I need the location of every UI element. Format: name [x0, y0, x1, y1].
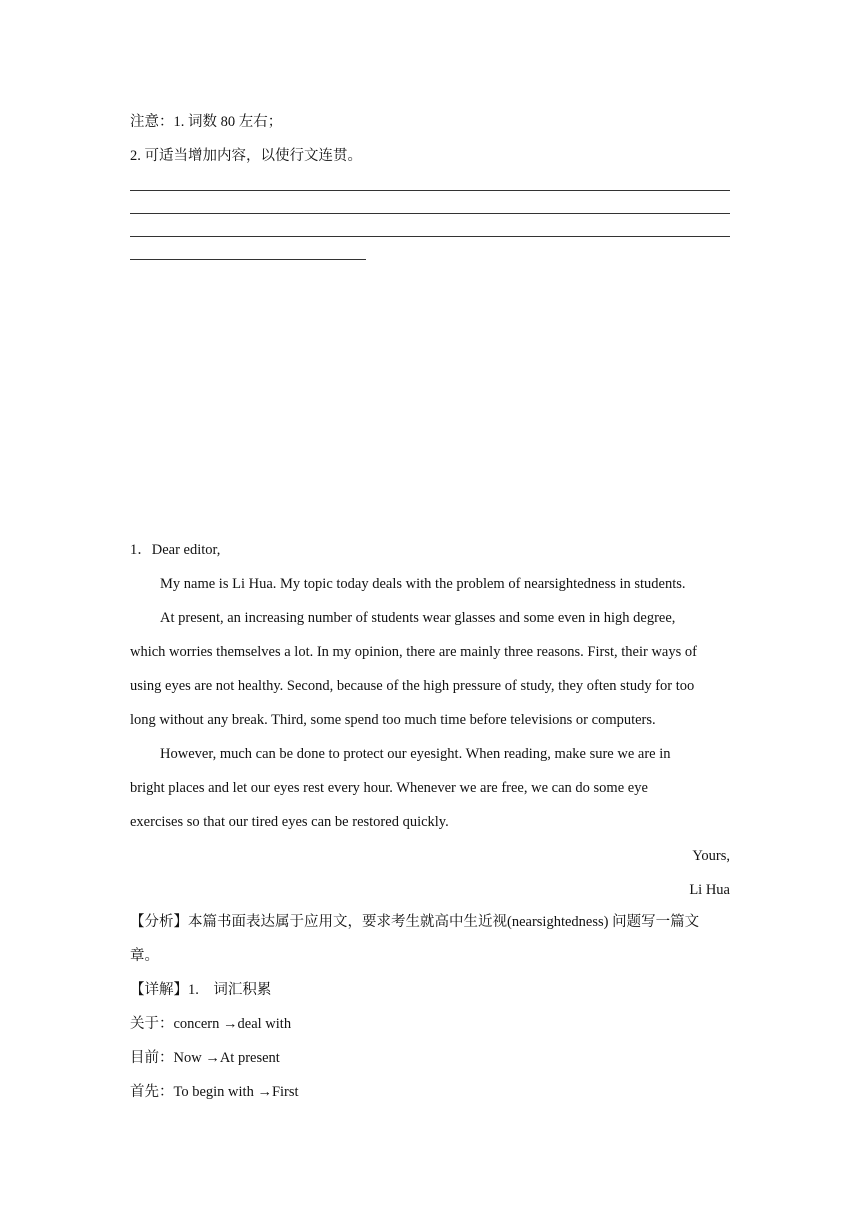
- answer-blank-line-2: [130, 213, 730, 214]
- letter-paragraph-2-line-4: long without any break. Third, some spend too much time before televisions or computers.: [130, 712, 656, 728]
- letter-greeting: 1．Dear editor,: [130, 542, 221, 558]
- note-line-2: 2. 可适当增加内容，以使行文连贯。: [130, 148, 362, 164]
- letter-paragraph-2-line-2: which worries themselves a lot. In my opinion, there are mainly three reasons. First, their ways of: [130, 644, 697, 660]
- letter-paragraph-3-line-2: bright places and let our eyes rest every hour. Whenever we are free, we can do some eye: [130, 780, 648, 796]
- letter-paragraph-2-line-1: At present, an increasing number of students wear glasses and some even in high degree,: [160, 610, 676, 626]
- letter-signature: Li Hua: [689, 882, 730, 898]
- letter-paragraph-3-line-1: However, much can be done to protect our eyesight. When reading, make sure we are in: [160, 746, 671, 762]
- analysis-line-1: 【分析】本篇书面表达属于应用文，要求考生就高中生近视(nearsightedness) 问题写一篇文: [130, 914, 700, 930]
- letter-paragraph-2-line-3: using eyes are not healthy. Second, because of the high pressure of study, they often study for too: [130, 678, 695, 694]
- note-line-1: 注意：1. 词数 80 左右；: [130, 114, 283, 130]
- vocab-item: 首先：To begin with →First: [130, 1084, 299, 1100]
- letter-paragraph-1: My name is Li Hua. My topic today deals with the problem of nearsightedness in students.: [160, 576, 686, 592]
- detail-heading: 【详解】1. 词汇积累: [130, 982, 272, 998]
- vocab-item: 关于：concern →deal with: [130, 1016, 292, 1032]
- answer-blank-line-4: [130, 259, 366, 260]
- answer-blank-line-3: [130, 236, 730, 237]
- answer-blank-line-1: [130, 190, 730, 191]
- analysis-line-2: 章。: [130, 948, 159, 964]
- letter-closing: Yours,: [692, 848, 730, 864]
- vocab-item: 目前：Now →At present: [130, 1050, 280, 1066]
- letter-paragraph-3-line-3: exercises so that our tired eyes can be restored quickly.: [130, 814, 449, 830]
